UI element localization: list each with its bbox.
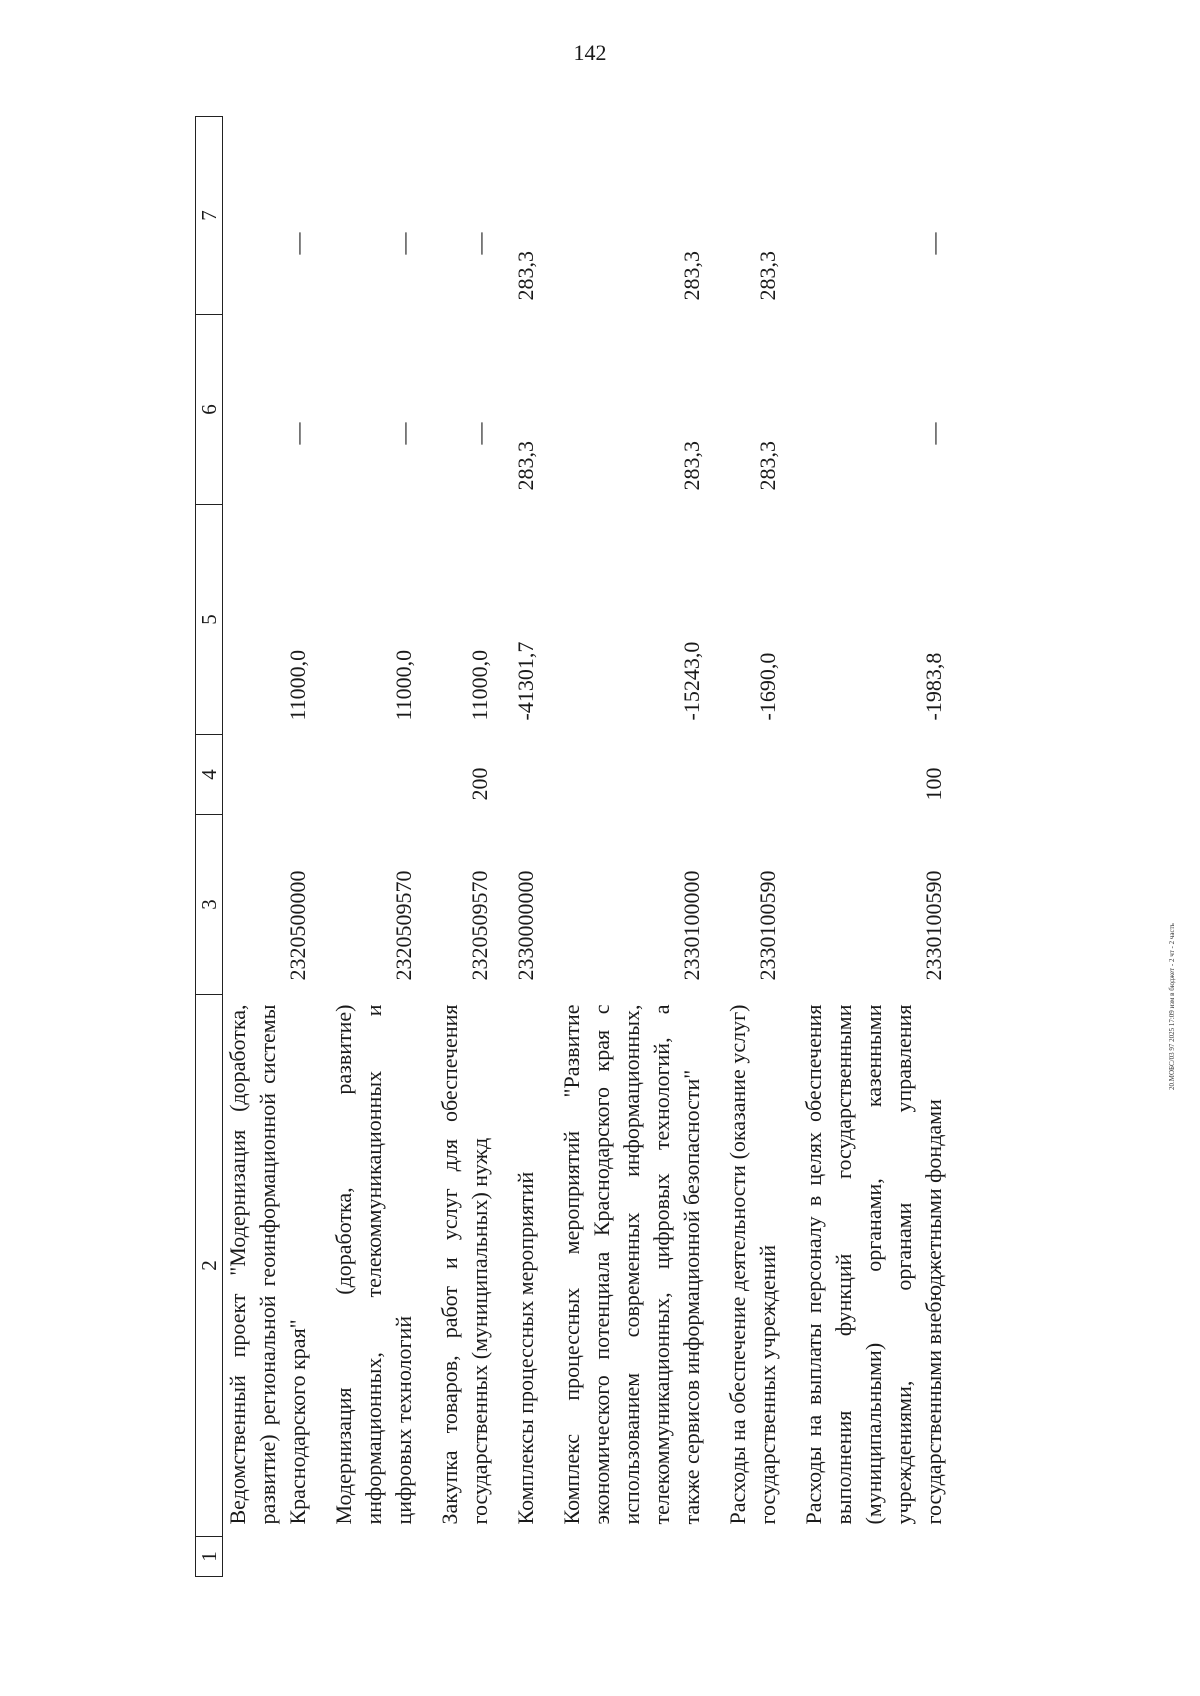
row-name: Ведомственный проект "Модернизация (доработка, развитие) региональной геоинформационной системы Краснодарского края" xyxy=(225,1004,310,1525)
row-value-7: — xyxy=(921,232,946,255)
row-name: Расходы на выплаты персоналу в целях обеспечения выполнения функций государственными (муниципальными) органами, казенными учреждениями, органами управления государственными внебюджетными фондами xyxy=(801,1004,946,1525)
row-type: 100 xyxy=(921,767,946,801)
row-value-6: — xyxy=(391,422,416,445)
table-row xyxy=(223,117,314,1577)
row-code: 2320509570 xyxy=(467,870,492,981)
row-code: 2330100000 xyxy=(679,870,704,981)
footer-text: 20.МОБС/03 97 2025 17:09 изм в бюджет - 2 чт - 2 часть xyxy=(1168,923,1176,1090)
table-row xyxy=(707,117,783,1577)
row-value-5: -1690,0 xyxy=(755,652,780,721)
header-col-3: 3 xyxy=(196,815,223,995)
table-row xyxy=(541,117,707,1577)
header-row xyxy=(196,117,223,1577)
row-value-6: — xyxy=(467,422,492,445)
table-row xyxy=(313,117,419,1577)
row-value-5: 11000,0 xyxy=(391,649,416,721)
budget-table xyxy=(195,116,949,1577)
row-value-6: 283,3 xyxy=(755,441,780,491)
row-value-5: -1983,8 xyxy=(921,652,946,721)
row-value-7: — xyxy=(285,232,310,255)
row-code: 2330100590 xyxy=(921,870,946,981)
row-name: Закупка товаров, работ и услуг для обеспечения государственных (муниципальных) нужд xyxy=(437,1004,492,1525)
row-value-5: 11000,0 xyxy=(467,649,492,721)
row-code: 2330100590 xyxy=(755,870,780,981)
page-number: 142 xyxy=(573,40,607,65)
row-name: Расходы на обеспечение деятельности (оказание услуг) государственных учреждений xyxy=(725,1004,780,1525)
row-number xyxy=(313,1537,419,1577)
row-type xyxy=(495,735,541,815)
row-value-7: — xyxy=(467,232,492,255)
row-code: 2330000000 xyxy=(513,870,538,981)
row-value-7: — xyxy=(391,232,416,255)
header-col-1: 1 xyxy=(196,1537,223,1577)
row-value-7: 283,3 xyxy=(513,251,538,301)
header-col-2: 2 xyxy=(196,995,223,1537)
table-row xyxy=(419,117,495,1577)
row-value-6: 283,3 xyxy=(513,441,538,491)
rotated-table-wrapper xyxy=(195,117,1055,1577)
row-value-5: 11000,0 xyxy=(285,649,310,721)
row-number xyxy=(495,1537,541,1577)
row-number xyxy=(541,1537,707,1577)
table-row xyxy=(783,117,949,1577)
row-name: Комплекс процессных мероприятий "Развитие экономического потенциала Краснодарского края с использованием современных информационных, телекоммуникационных, цифровых технологий, а также сервисов информационной безопасности" xyxy=(559,1004,704,1525)
row-value-5: -41301,7 xyxy=(513,641,538,721)
table-row xyxy=(495,117,541,1577)
row-number xyxy=(419,1537,495,1577)
row-type xyxy=(707,735,783,815)
row-number xyxy=(707,1537,783,1577)
row-number xyxy=(223,1537,314,1577)
row-value-6: 283,3 xyxy=(679,441,704,491)
row-type xyxy=(541,735,707,815)
row-number xyxy=(783,1537,949,1577)
header-col-4: 4 xyxy=(196,735,223,815)
row-value-7: 283,3 xyxy=(755,251,780,301)
row-code: 2320500000 xyxy=(285,870,310,981)
header-col-5: 5 xyxy=(196,505,223,735)
row-code: 2320509570 xyxy=(391,870,416,981)
row-name: Комплексы процессных мероприятий xyxy=(513,1171,538,1525)
header-col-7: 7 xyxy=(196,117,223,315)
row-value-6: — xyxy=(285,422,310,445)
row-value-6: — xyxy=(921,422,946,445)
header-col-6: 6 xyxy=(196,315,223,505)
row-value-5: -15243,0 xyxy=(679,641,704,721)
row-type: 200 xyxy=(467,767,492,801)
row-type xyxy=(313,735,419,815)
row-type xyxy=(223,735,314,815)
row-value-7: 283,3 xyxy=(679,251,704,301)
row-name: Модернизация (доработка, развитие) информационных, телекоммуникационных и цифровых технологий xyxy=(331,1004,416,1525)
